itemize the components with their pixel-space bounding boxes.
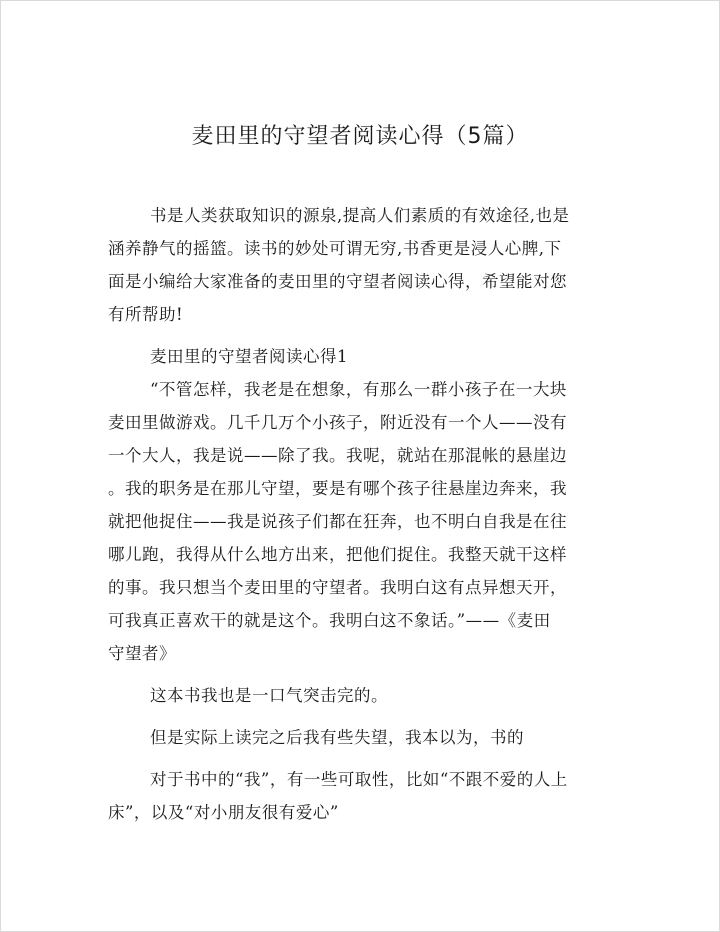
paragraph-line: 床”，以及“对小朋友很有爱心” (108, 803, 339, 822)
section-heading: 麦田里的守望者阅读心得1 (150, 347, 348, 366)
paragraph-line: 守望者》 (108, 644, 176, 663)
paragraph-line: 涵养静气的摇篮。读书的妙处可谓无穷,书香更是浸人心脾,下 (108, 239, 562, 258)
paragraph-line: 书是人类获取知识的源泉,提高人们素质的有效途径,也是 (150, 206, 570, 225)
paragraph-line: 的事。我只想当个麦田里的守望者。我明白这有点异想天开， (108, 578, 567, 597)
paragraph-line: 这本书我也是一口气突击完的。 (150, 686, 388, 705)
paragraph-line: 就把他捉住——我是说孩子们都在狂奔，也不明白自我是在往 (108, 512, 567, 531)
paragraph-line: 麦田里做游戏。几千几万个小孩子，附近没有一个人——没有 (108, 413, 567, 432)
document-title: 麦田里的守望者阅读心得（5篇） (191, 124, 529, 149)
paragraph-line: 有所帮助! (108, 305, 184, 324)
paragraph-line: 面是小编给大家准备的麦田里的守望者阅读心得，希望能对您 (108, 272, 567, 291)
paragraph-line: 对于书中的“我”，有一些可取性，比如“不跟不爱的人上 (150, 770, 568, 789)
paragraph-line: 一个大人，我是说——除了我。我呢，就站在那混帐的悬崖边 (108, 446, 567, 465)
document-body (108, 199, 618, 829)
paragraph-line: 。我的职务是在那儿守望，要是有哪个孩子往悬崖边奔来，我 (108, 479, 567, 498)
paragraph-line: 但是实际上读完之后我有些失望，我本以为，书的 (150, 728, 524, 747)
paragraph-line: 可我真正喜欢干的就是这个。我明白这不象话。”——《麦田 (108, 611, 551, 630)
paragraph-line: 哪儿跑，我得从什么地方出来，把他们捉住。我整天就干这样 (108, 545, 567, 564)
paragraph-line: “不管怎样，我老是在想象，有那么一群小孩子在一大块 (150, 380, 567, 399)
